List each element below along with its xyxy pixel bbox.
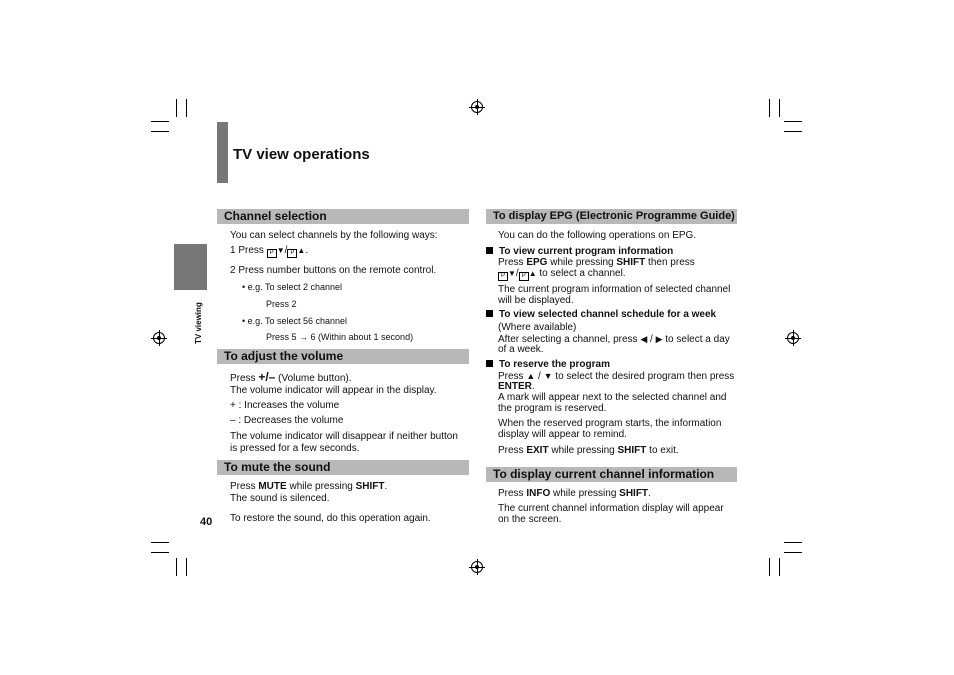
text: To reserve the program — [499, 359, 610, 370]
crop-mark — [779, 99, 780, 117]
crop-mark — [784, 121, 802, 122]
text: to exit. — [646, 445, 679, 456]
page-number: 40 — [200, 516, 213, 528]
p-button-icon: P — [498, 272, 508, 281]
text: The volume indicator will appear in the display. — [230, 385, 437, 396]
text: (Volume button). — [278, 373, 352, 384]
text: is pressed for a few seconds. — [230, 443, 360, 454]
text: You can select channels by the following ways: — [230, 230, 438, 241]
step-2: 2 Press number buttons on the remote control. — [230, 265, 437, 276]
text: To view current program information — [499, 246, 674, 257]
text: Press — [498, 371, 527, 382]
crop-mark — [186, 99, 187, 117]
p-button-icon: P — [267, 249, 277, 258]
bullet-title — [486, 309, 716, 321]
separator: / — [284, 245, 288, 256]
info-line — [498, 488, 651, 500]
text: Press — [230, 481, 259, 492]
text: The current channel information display will appear — [498, 503, 724, 514]
title-bar-accent — [217, 122, 228, 183]
separator: / — [535, 371, 544, 382]
text: while pressing — [550, 488, 620, 499]
text: while pressing — [547, 257, 617, 268]
crop-mark — [176, 99, 177, 117]
key-name: ENTER — [498, 381, 532, 392]
crop-mark — [176, 558, 177, 576]
crop-mark — [769, 558, 770, 576]
text: To view selected channel schedule for a week — [499, 309, 717, 320]
heading-epg: To display EPG (Electronic Programme Guide) — [486, 209, 737, 224]
text: then press — [645, 257, 695, 268]
key-name: MUTE — [258, 481, 287, 492]
crop-mark — [769, 99, 770, 117]
crop-mark — [784, 542, 802, 543]
period: . — [531, 381, 535, 392]
text: The sound is silenced. — [230, 493, 330, 504]
square-bullet-icon — [486, 360, 493, 367]
text: will be displayed. — [498, 295, 574, 306]
up-arrow-icon: ▲ — [526, 371, 536, 381]
crop-mark — [784, 131, 802, 132]
text: while pressing — [548, 445, 618, 456]
text: on the screen. — [498, 514, 562, 525]
crop-mark — [151, 131, 169, 132]
key-name: SHIFT — [619, 488, 649, 499]
crop-mark — [186, 558, 187, 576]
down-arrow-icon: ▼ — [276, 246, 285, 255]
heading-channel-selection: Channel selection — [217, 209, 469, 224]
text: to select a channel. — [539, 268, 626, 279]
p-button-icon: P — [287, 249, 297, 258]
volume-button-icon: +/– — [258, 370, 276, 384]
down-arrow-icon: ▼ — [543, 371, 553, 381]
text: Press — [498, 445, 527, 456]
key-name: SHIFT — [616, 257, 646, 268]
example: • e.g. To select 56 channel — [242, 316, 348, 326]
epg-line — [498, 445, 679, 457]
registration-mark-icon — [787, 332, 799, 344]
up-arrow-icon: ▲ — [528, 269, 537, 278]
left-arrow-icon: ◀ — [640, 334, 648, 344]
period: . — [305, 245, 309, 256]
text: The volume indicator will disappear if neither button — [230, 431, 458, 442]
heading-adjust-volume: To adjust the volume — [217, 349, 469, 364]
section-tab — [174, 244, 207, 290]
heading-mute: To mute the sound — [217, 460, 469, 475]
text: After selecting a channel, press — [498, 334, 638, 345]
text: Press — [498, 488, 527, 499]
text: The current program information of selected channel — [498, 284, 731, 295]
separator: / — [650, 334, 653, 345]
separator: / — [515, 268, 519, 279]
epg-line — [498, 268, 626, 281]
down-arrow-icon: ▼ — [508, 269, 516, 278]
page-title: TV view operations — [233, 146, 370, 163]
square-bullet-icon — [486, 310, 493, 317]
heading-channel-info: To display current channel information — [486, 467, 737, 482]
example-press: Press 2 — [266, 299, 297, 309]
text: . — [384, 481, 388, 492]
text: (Where available) — [498, 322, 577, 333]
crop-mark — [779, 558, 780, 576]
key-name: SHIFT — [617, 445, 647, 456]
text: To restore the sound, do this operation again. — [230, 513, 431, 524]
registration-mark-icon — [153, 332, 165, 344]
text: Press — [498, 257, 527, 268]
text: 1 Press — [230, 245, 264, 256]
text: the program is reserved. — [498, 403, 607, 414]
key-name: INFO — [526, 488, 551, 499]
crop-mark — [784, 552, 802, 553]
square-bullet-icon — [486, 247, 493, 254]
text: of a week. — [498, 344, 544, 355]
example: • e.g. To select 2 channel — [242, 282, 343, 292]
key-name: EPG — [526, 257, 548, 268]
text: + : Increases the volume — [230, 400, 340, 411]
text: A mark will appear next to the selected channel and — [498, 392, 727, 403]
up-arrow-icon: ▲ — [297, 246, 306, 255]
crop-mark — [151, 121, 169, 122]
text: When the reserved program starts, the information — [498, 418, 722, 429]
key-name: EXIT — [526, 445, 549, 456]
text: Press — [230, 373, 256, 384]
text: – : Decreases the volume — [230, 415, 344, 426]
right-arrow-icon: ▶ — [655, 334, 663, 344]
section-label: TV viewing — [194, 302, 203, 344]
registration-mark-icon — [471, 561, 483, 573]
text: . — [648, 488, 651, 499]
mute-line — [230, 481, 387, 493]
text: display will appear to remind. — [498, 429, 627, 440]
crop-mark — [151, 552, 169, 553]
text: while pressing — [286, 481, 356, 492]
registration-mark-icon — [471, 101, 483, 113]
volume-line — [230, 371, 352, 385]
text: You can do the following operations on EPG. — [498, 230, 697, 241]
text: to select a day — [665, 334, 730, 345]
step-1 — [230, 245, 308, 258]
key-name: SHIFT — [355, 481, 385, 492]
text: to select the desired program then press — [552, 371, 735, 382]
p-button-icon: P — [519, 272, 529, 281]
crop-mark — [151, 542, 169, 543]
example-press: Press 5 → 6 (Within about 1 second) — [266, 332, 414, 342]
